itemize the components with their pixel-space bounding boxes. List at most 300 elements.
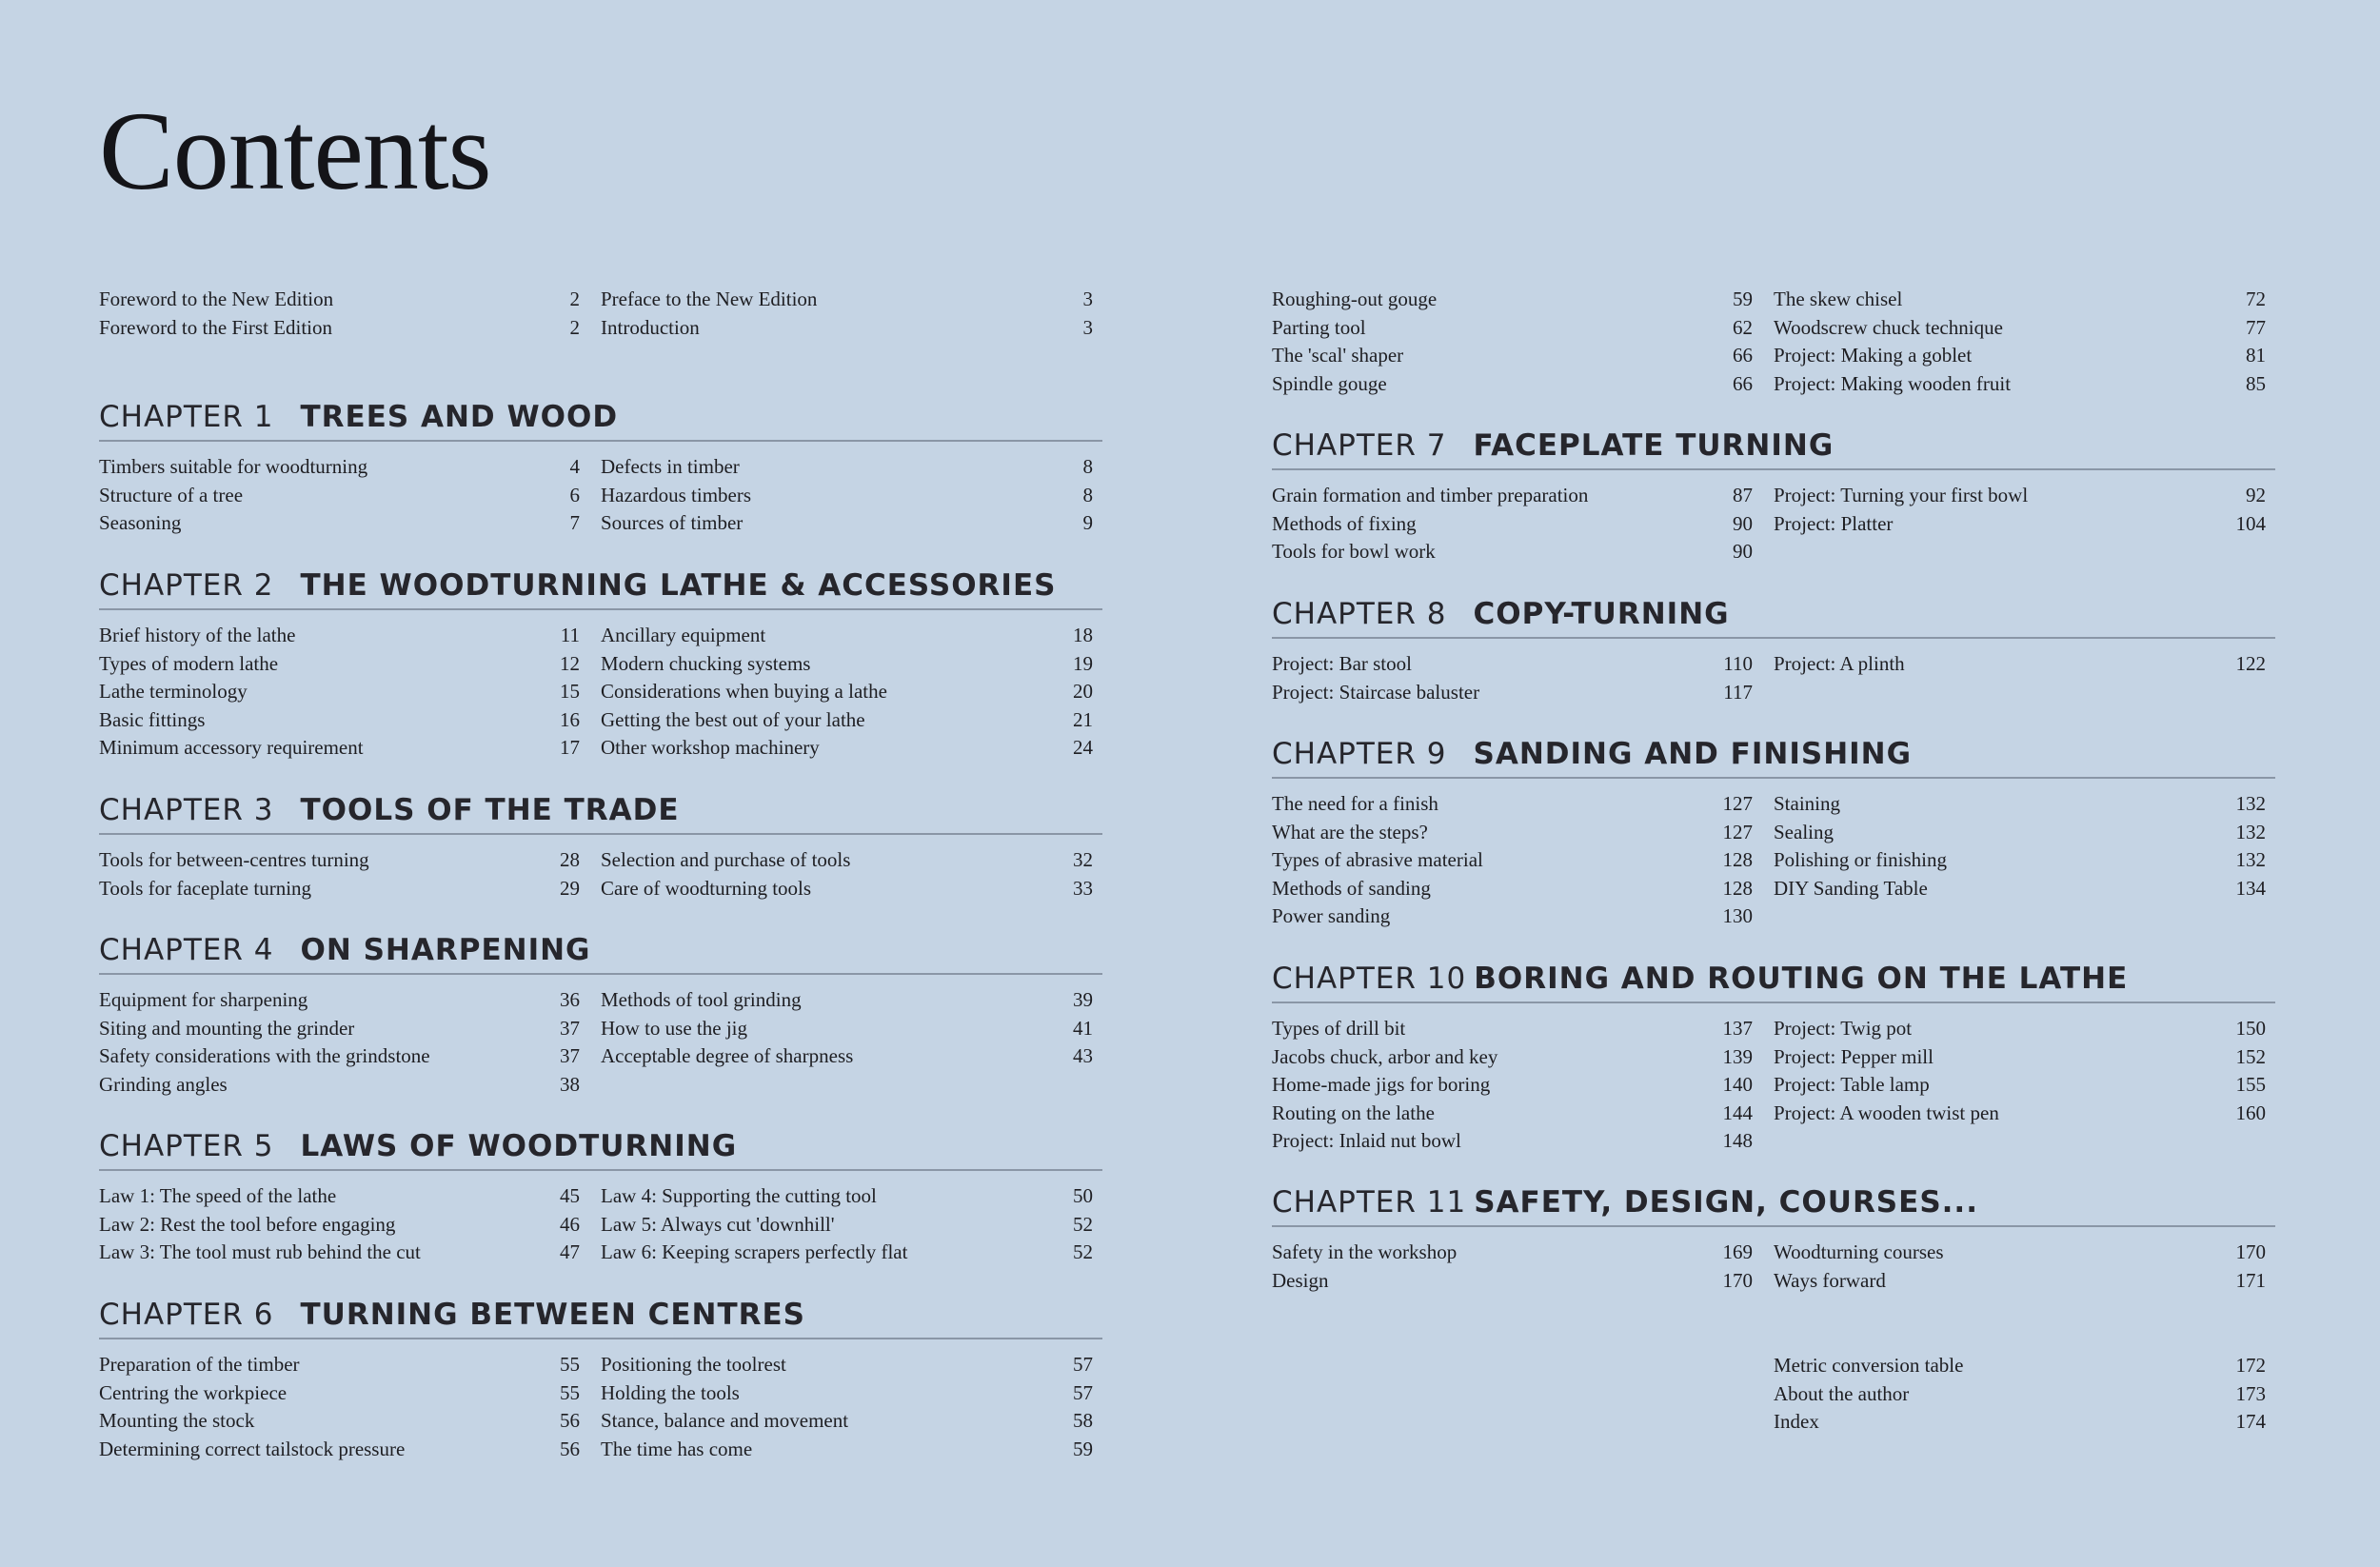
toc-entry[interactable] xyxy=(1272,790,1774,819)
toc-entry-page: 172 xyxy=(2235,1354,2266,1378)
toc-entry[interactable] xyxy=(1774,482,2275,510)
chapter-left-column xyxy=(99,846,601,903)
toc-entry[interactable] xyxy=(99,482,601,510)
chapter-heading[interactable] xyxy=(99,933,1102,975)
toc-entry-page: 90 xyxy=(1733,540,1753,564)
toc-entry[interactable] xyxy=(99,622,601,650)
toc-entry[interactable] xyxy=(99,650,601,679)
chapter-title: TURNING BETWEEN CENTRES xyxy=(300,1298,805,1332)
chapter-title: SAFETY, DESIGN, COURSES... xyxy=(1474,1185,1978,1220)
chapter-heading[interactable] xyxy=(99,1298,1102,1339)
chapter-number: CHAPTER 7 xyxy=(1272,428,1447,463)
toc-entry[interactable] xyxy=(99,1379,601,1408)
toc-entry-title: Design xyxy=(1272,1268,1329,1292)
toc-entry[interactable] xyxy=(601,1351,1102,1379)
toc-entry[interactable] xyxy=(1272,846,1774,875)
toc-entry-page: 104 xyxy=(2235,511,2266,535)
toc-entry-title: Law 4: Supporting the cutting tool xyxy=(601,1184,877,1208)
toc-entry[interactable] xyxy=(601,1015,1102,1043)
toc-entry[interactable] xyxy=(1774,846,2275,875)
toc-entry-page: 37 xyxy=(560,1044,580,1068)
toc-entry-page: 57 xyxy=(1073,1380,1093,1404)
toc-entry-page: 152 xyxy=(2235,1044,2266,1068)
toc-entry-title: DIY Sanding Table xyxy=(1774,876,1928,900)
toc-entry[interactable] xyxy=(1272,370,1774,399)
toc-entry[interactable] xyxy=(99,314,601,343)
toc-entry-page: 18 xyxy=(1073,624,1093,647)
toc-entry-title: Home-made jigs for boring xyxy=(1272,1073,1491,1097)
chapter-1 xyxy=(99,400,1102,538)
chapter-title: THE WOODTURNING LATHE & ACCESSORIES xyxy=(300,568,1057,603)
toc-entry[interactable] xyxy=(1774,314,2275,343)
toc-entry-title: Parting tool xyxy=(1272,315,1366,339)
toc-entry[interactable] xyxy=(601,1407,1102,1436)
chapter-right-column xyxy=(1774,650,2275,706)
toc-entry-title: Determining correct tailstock pressure xyxy=(99,1437,406,1460)
toc-entry[interactable] xyxy=(1272,482,1774,510)
toc-entry-page: 21 xyxy=(1073,707,1093,731)
toc-entry[interactable] xyxy=(601,1379,1102,1408)
toc-entry[interactable] xyxy=(99,1042,601,1071)
toc-entry-page: 12 xyxy=(560,651,580,675)
toc-entry[interactable] xyxy=(601,622,1102,650)
toc-entry-title: Project: Making wooden fruit xyxy=(1774,371,2012,395)
chapter-right-column xyxy=(601,453,1102,538)
toc-entry[interactable] xyxy=(1774,1380,2275,1409)
toc-entry-title: Basic fittings xyxy=(99,707,206,731)
toc-entry[interactable] xyxy=(1272,538,1774,566)
toc-entry[interactable] xyxy=(1774,1239,2275,1267)
toc-entry[interactable] xyxy=(601,846,1102,875)
toc-entry[interactable] xyxy=(601,1211,1102,1240)
toc-entry[interactable] xyxy=(99,1436,601,1464)
chapter-number: CHAPTER 2 xyxy=(99,568,274,603)
toc-entry[interactable] xyxy=(601,1239,1102,1267)
toc-entry-title: Project: A plinth xyxy=(1774,652,1905,676)
chapter-left-column xyxy=(1272,482,1774,566)
toc-entry[interactable] xyxy=(601,875,1102,903)
toc-entry-page: 56 xyxy=(560,1437,580,1460)
toc-entry[interactable] xyxy=(1774,342,2275,370)
toc-entry-page: 87 xyxy=(1733,484,1753,507)
toc-entry[interactable] xyxy=(1774,1100,2275,1128)
toc-entry-page: 50 xyxy=(1073,1184,1093,1208)
toc-entry-page: 72 xyxy=(2246,288,2266,311)
toc-entry-title: Jacobs chuck, arbor and key xyxy=(1272,1044,1498,1068)
toc-entry[interactable] xyxy=(1272,1015,1774,1043)
toc-entry[interactable] xyxy=(1774,1352,2275,1380)
toc-entry-page: 39 xyxy=(1073,988,1093,1012)
chapter-left-column xyxy=(99,1182,601,1267)
toc-entry-title: Grinding angles xyxy=(99,1072,228,1096)
toc-entry-title: Defects in timber xyxy=(601,455,740,479)
toc-entry-page: 2 xyxy=(569,315,580,339)
toc-entry-page: 37 xyxy=(560,1016,580,1040)
toc-entry-title: Woodscrew chuck technique xyxy=(1774,315,2003,339)
back-matter-left-column xyxy=(1272,1352,1774,1437)
toc-entry-title: What are the steps? xyxy=(1272,820,1428,843)
toc-entry-title: Types of abrasive material xyxy=(1272,848,1483,872)
toc-entry-page: 137 xyxy=(1722,1017,1753,1041)
toc-entry[interactable] xyxy=(1774,1071,2275,1100)
chapter-left-column xyxy=(99,453,601,538)
toc-entry[interactable] xyxy=(99,706,601,735)
chapter-6 xyxy=(99,1298,1102,1463)
toc-entry-title: Tools for between-centres turning xyxy=(99,848,369,872)
toc-entry[interactable] xyxy=(99,1015,601,1043)
toc-entry-title: Siting and mounting the grinder xyxy=(99,1016,355,1040)
toc-entry-title: Other workshop machinery xyxy=(601,736,820,760)
chapter-left-column xyxy=(99,622,601,763)
chapter-heading[interactable] xyxy=(1272,962,2275,1003)
chapter-title: LAWS OF WOODTURNING xyxy=(300,1129,738,1163)
toc-entry-page: 8 xyxy=(1082,483,1093,506)
toc-entry-page: 160 xyxy=(2235,1101,2266,1124)
chapter-8 xyxy=(1272,597,2275,706)
chapter-6-continued xyxy=(1272,286,2275,398)
toc-entry-page: 52 xyxy=(1073,1240,1093,1264)
chapter-2 xyxy=(99,568,1102,763)
chapter-title: ON SHARPENING xyxy=(300,933,591,967)
toc-entry[interactable] xyxy=(1774,790,2275,819)
toc-entry-title: Considerations when buying a lathe xyxy=(601,680,887,704)
toc-entry-page: 127 xyxy=(1722,792,1753,816)
toc-entry-title: Woodturning courses xyxy=(1774,1240,1944,1264)
toc-entry-page: 134 xyxy=(2235,876,2266,900)
toc-entry-title: Foreword to the First Edition xyxy=(99,315,332,339)
toc-entry[interactable] xyxy=(1774,1408,2275,1437)
toc-entry[interactable] xyxy=(1272,314,1774,343)
toc-entry[interactable] xyxy=(601,706,1102,735)
toc-entry-page: 16 xyxy=(560,707,580,731)
toc-entry-title: Grain formation and timber preparation xyxy=(1272,484,1589,507)
toc-entry-page: 11 xyxy=(560,624,580,647)
toc-entry-title: Project: Platter xyxy=(1774,511,1894,535)
toc-entry-page: 132 xyxy=(2235,792,2266,816)
toc-entry-page: 55 xyxy=(560,1353,580,1377)
toc-entry-page: 36 xyxy=(560,988,580,1012)
toc-entry[interactable] xyxy=(1774,1015,2275,1043)
chapter-number: CHAPTER 6 xyxy=(99,1298,274,1332)
toc-entry-page: 38 xyxy=(560,1072,580,1096)
toc-entry-page: 81 xyxy=(2246,344,2266,367)
toc-entry[interactable] xyxy=(99,1239,601,1267)
toc-entry-title: Methods of fixing xyxy=(1272,511,1417,535)
toc-entry-page: 46 xyxy=(560,1212,580,1236)
toc-entry-page: 66 xyxy=(1733,344,1753,367)
chapter-right-column xyxy=(1774,1015,2275,1156)
toc-entry-page: 58 xyxy=(1073,1409,1093,1433)
back-matter xyxy=(1272,1352,2275,1437)
toc-entry-page: 77 xyxy=(2246,315,2266,339)
toc-entry-title: Index xyxy=(1774,1410,1819,1434)
toc-entry[interactable] xyxy=(601,314,1102,343)
chapter-left-column xyxy=(1272,286,1774,398)
toc-entry[interactable] xyxy=(99,453,601,482)
toc-entry-title: Safety considerations with the grindstone xyxy=(99,1044,430,1068)
toc-entry-title: Project: Twig pot xyxy=(1774,1017,1913,1041)
chapter-right-column xyxy=(601,986,1102,1099)
toc-entry[interactable] xyxy=(1272,1267,1774,1296)
toc-entry-title: Project: A wooden twist pen xyxy=(1774,1101,1999,1124)
toc-entry-title: Metric conversion table xyxy=(1774,1354,1964,1378)
toc-entry-page: 132 xyxy=(2235,848,2266,872)
toc-entry[interactable] xyxy=(601,678,1102,706)
chapter-number: CHAPTER 5 xyxy=(99,1129,274,1163)
toc-entry-title: Law 6: Keeping scrapers perfectly flat xyxy=(601,1240,908,1264)
toc-entry[interactable] xyxy=(99,1211,601,1240)
toc-entry-page: 24 xyxy=(1073,736,1093,760)
toc-entry-page: 29 xyxy=(560,876,580,900)
toc-entry-page: 132 xyxy=(2235,820,2266,843)
toc-entry-page: 122 xyxy=(2235,652,2266,676)
toc-entry-page: 155 xyxy=(2235,1073,2266,1097)
toc-entry-page: 43 xyxy=(1073,1044,1093,1068)
toc-entry[interactable] xyxy=(601,509,1102,538)
toc-entry-title: Seasoning xyxy=(99,511,182,535)
toc-entry-page: 9 xyxy=(1082,511,1093,535)
toc-entry-title: The need for a finish xyxy=(1272,792,1438,816)
toc-entry-title: Lathe terminology xyxy=(99,680,248,704)
toc-entry-title: Project: Making a goblet xyxy=(1774,344,1973,367)
toc-entry-title: Project: Table lamp xyxy=(1774,1073,1930,1097)
toc-entry[interactable] xyxy=(1774,370,2275,399)
chapter-number: CHAPTER 4 xyxy=(99,933,274,967)
toc-entry-title: Introduction xyxy=(601,315,700,339)
toc-entry[interactable] xyxy=(99,509,601,538)
chapter-heading[interactable] xyxy=(1272,1185,2275,1227)
chapter-right-column xyxy=(601,1351,1102,1463)
toc-entry-title: Sealing xyxy=(1774,820,1834,843)
toc-entry-page: 17 xyxy=(560,736,580,760)
chapter-heading[interactable] xyxy=(99,568,1102,610)
toc-entry-title: Types of modern lathe xyxy=(99,651,279,675)
toc-entry-page: 170 xyxy=(2235,1240,2266,1264)
toc-entry-title: Project: Inlaid nut bowl xyxy=(1272,1129,1461,1153)
toc-entry[interactable] xyxy=(99,1351,601,1379)
toc-entry[interactable] xyxy=(99,1182,601,1211)
toc-entry-title: Types of drill bit xyxy=(1272,1017,1406,1041)
toc-entry[interactable] xyxy=(1774,286,2275,314)
toc-entry[interactable] xyxy=(1774,650,2275,679)
toc-entry-page: 85 xyxy=(2246,371,2266,395)
toc-entry-title: Modern chucking systems xyxy=(601,651,811,675)
toc-entry-page: 90 xyxy=(1733,511,1753,535)
toc-entry-page: 15 xyxy=(560,680,580,704)
toc-entry[interactable] xyxy=(1272,1239,1774,1267)
toc-entry-title: Law 3: The tool must rub behind the cut xyxy=(99,1240,421,1264)
toc-entry-title: Methods of sanding xyxy=(1272,876,1431,900)
chapter-7 xyxy=(1272,428,2275,566)
toc-entry[interactable] xyxy=(1272,875,1774,903)
toc-entry-page: 20 xyxy=(1073,680,1093,704)
toc-entry[interactable] xyxy=(601,1436,1102,1464)
toc-entry-title: Holding the tools xyxy=(601,1380,740,1404)
toc-entry-title: Project: Bar stool xyxy=(1272,652,1412,676)
toc-entry-title: Preparation of the timber xyxy=(99,1353,300,1377)
toc-entry-page: 3 xyxy=(1082,288,1093,311)
toc-entry[interactable] xyxy=(1272,286,1774,314)
toc-entry[interactable] xyxy=(1272,1100,1774,1128)
chapter-4 xyxy=(99,933,1102,1099)
toc-entry-title: The time has come xyxy=(601,1437,753,1460)
toc-entry-page: 3 xyxy=(1082,315,1093,339)
toc-entry-title: Equipment for sharpening xyxy=(99,988,308,1012)
toc-entry-page: 173 xyxy=(2235,1381,2266,1405)
toc-entry-page: 127 xyxy=(1722,820,1753,843)
toc-entry[interactable] xyxy=(99,1071,601,1100)
toc-entry-page: 52 xyxy=(1073,1212,1093,1236)
chapter-heading[interactable] xyxy=(99,400,1102,442)
toc-entry-page: 174 xyxy=(2235,1410,2266,1434)
toc-entry[interactable] xyxy=(1774,875,2275,903)
toc-entry-page: 56 xyxy=(560,1409,580,1433)
toc-entry[interactable] xyxy=(601,986,1102,1015)
toc-entry-page: 144 xyxy=(1722,1101,1753,1124)
toc-entry-title: Mounting the stock xyxy=(99,1409,255,1433)
chapter-number: CHAPTER 3 xyxy=(99,793,274,827)
toc-entry[interactable] xyxy=(99,678,601,706)
toc-entry-page: 92 xyxy=(2246,484,2266,507)
chapter-title: COPY-TURNING xyxy=(1473,597,1730,631)
toc-entry[interactable] xyxy=(1272,679,1774,707)
chapter-right-column xyxy=(601,622,1102,763)
chapter-11 xyxy=(1272,1185,2275,1295)
toc-entry[interactable] xyxy=(1272,903,1774,931)
chapter-right-column xyxy=(601,1182,1102,1267)
toc-entry[interactable] xyxy=(99,846,601,875)
toc-entry[interactable] xyxy=(99,1407,601,1436)
toc-entry-page: 19 xyxy=(1073,651,1093,675)
toc-entry-page: 6 xyxy=(569,483,580,506)
chapter-left-column xyxy=(1272,790,1774,931)
toc-entry[interactable] xyxy=(601,734,1102,763)
toc-entry[interactable] xyxy=(1774,1267,2275,1296)
toc-entry-page: 128 xyxy=(1722,848,1753,872)
chapter-9 xyxy=(1272,737,2275,931)
toc-entry-page: 169 xyxy=(1722,1240,1753,1264)
toc-entry[interactable] xyxy=(1774,510,2275,539)
chapter-heading[interactable] xyxy=(1272,428,2275,470)
chapter-left-column xyxy=(99,986,601,1099)
chapter-title: TOOLS OF THE TRADE xyxy=(300,793,680,827)
toc-entry[interactable] xyxy=(601,453,1102,482)
toc-entry-title: Centring the workpiece xyxy=(99,1380,288,1404)
chapter-number: CHAPTER 1 xyxy=(99,400,274,434)
toc-entry[interactable] xyxy=(601,286,1102,314)
chapter-number: CHAPTER 9 xyxy=(1272,737,1447,771)
toc-entry-title: Routing on the lathe xyxy=(1272,1101,1435,1124)
toc-entry-title: Law 2: Rest the tool before engaging xyxy=(99,1212,396,1236)
toc-entry-title: Selection and purchase of tools xyxy=(601,848,851,872)
toc-entry-title: Stance, balance and movement xyxy=(601,1409,849,1433)
toc-entry-page: 7 xyxy=(569,511,580,535)
chapter-title: SANDING AND FINISHING xyxy=(1473,737,1913,771)
toc-entry-title: Care of woodturning tools xyxy=(601,876,812,900)
chapter-heading[interactable] xyxy=(99,1129,1102,1171)
toc-entry-page: 4 xyxy=(569,455,580,479)
toc-entry[interactable] xyxy=(601,1042,1102,1071)
toc-entry[interactable] xyxy=(1272,1127,1774,1156)
toc-entry[interactable] xyxy=(1272,1071,1774,1100)
toc-entry-page: 2 xyxy=(569,288,580,311)
toc-entry[interactable] xyxy=(1272,510,1774,539)
toc-entry-title: Project: Pepper mill xyxy=(1774,1044,1934,1068)
toc-entry-page: 62 xyxy=(1733,315,1753,339)
toc-entry[interactable] xyxy=(99,734,601,763)
chapter-heading[interactable] xyxy=(1272,597,2275,639)
toc-entry-title: Preface to the New Edition xyxy=(601,288,818,311)
chapter-left-column xyxy=(1272,650,1774,706)
toc-entry-title: Roughing-out gouge xyxy=(1272,288,1438,311)
toc-entry-title: The skew chisel xyxy=(1774,288,1903,311)
toc-entry-title: Methods of tool grinding xyxy=(601,988,802,1012)
toc-entry-title: About the author xyxy=(1774,1381,1910,1405)
chapter-left-column xyxy=(1272,1239,1774,1295)
toc-entry-title: Spindle gouge xyxy=(1272,371,1387,395)
toc-entry-page: 150 xyxy=(2235,1017,2266,1041)
toc-entry[interactable] xyxy=(601,482,1102,510)
toc-entry[interactable] xyxy=(601,650,1102,679)
toc-entry-title: Positioning the toolrest xyxy=(601,1353,786,1377)
toc-entry[interactable] xyxy=(99,875,601,903)
toc-entry-page: 47 xyxy=(560,1240,580,1264)
toc-entry[interactable] xyxy=(1272,650,1774,679)
toc-entry-title: The 'scal' shaper xyxy=(1272,344,1404,367)
toc-entry-page: 66 xyxy=(1733,371,1753,395)
toc-entry-title: Ways forward xyxy=(1774,1268,1886,1292)
toc-entry[interactable] xyxy=(1774,1043,2275,1072)
toc-entry-page: 170 xyxy=(1722,1268,1753,1292)
toc-entry-page: 8 xyxy=(1082,455,1093,479)
toc-entry-page: 171 xyxy=(2235,1268,2266,1292)
chapter-left-column xyxy=(1272,1015,1774,1156)
toc-entry-title: Tools for bowl work xyxy=(1272,540,1436,564)
toc-entry-title: Structure of a tree xyxy=(99,483,244,506)
toc-entry[interactable] xyxy=(99,986,601,1015)
toc-entry-title: Law 5: Always cut 'downhill' xyxy=(601,1212,835,1236)
chapter-right-column xyxy=(1774,790,2275,931)
toc-entry-page: 130 xyxy=(1722,904,1753,928)
toc-entry-page: 28 xyxy=(560,848,580,872)
toc-entry-page: 33 xyxy=(1073,876,1093,900)
toc-entry-title: Sources of timber xyxy=(601,511,744,535)
toc-entry-page: 148 xyxy=(1722,1129,1753,1153)
chapter-left-column xyxy=(99,1351,601,1463)
toc-entry[interactable] xyxy=(601,1182,1102,1211)
toc-entry-title: Getting the best out of your lathe xyxy=(601,707,865,731)
toc-entry[interactable] xyxy=(1272,342,1774,370)
toc-entry-page: 57 xyxy=(1073,1353,1093,1377)
toc-entry-page: 41 xyxy=(1073,1016,1093,1040)
chapter-heading[interactable] xyxy=(99,793,1102,835)
toc-entry-title: Law 1: The speed of the lathe xyxy=(99,1184,337,1208)
chapter-title: BORING AND ROUTING ON THE LATHE xyxy=(1474,962,2129,996)
chapter-heading[interactable] xyxy=(1272,737,2275,779)
chapter-title: FACEPLATE TURNING xyxy=(1473,428,1835,463)
toc-entry-page: 55 xyxy=(560,1380,580,1404)
toc-entry-title: Foreword to the New Edition xyxy=(99,288,334,311)
chapter-10 xyxy=(1272,962,2275,1156)
toc-entry-page: 117 xyxy=(1723,680,1753,704)
toc-entry[interactable] xyxy=(1272,1043,1774,1072)
toc-entry-title: Minimum accessory requirement xyxy=(99,736,364,760)
toc-entry[interactable] xyxy=(99,286,601,314)
toc-entry[interactable] xyxy=(1272,819,1774,847)
toc-entry-title: How to use the jig xyxy=(601,1016,747,1040)
chapter-5 xyxy=(99,1129,1102,1267)
toc-entry[interactable] xyxy=(1774,819,2275,847)
